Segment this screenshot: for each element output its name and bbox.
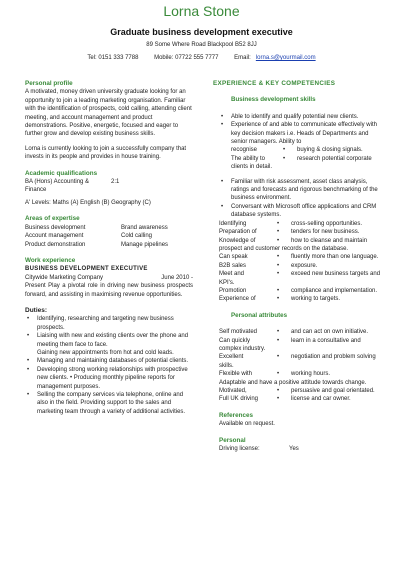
bullet-icon — [277, 253, 291, 261]
kv-key: Knowledge of — [219, 237, 256, 244]
kv-key: Promotion — [219, 287, 247, 294]
work-summary: Present Play a pivotal role in driving new business prospects forward, and assisting in maximising revenue opportunities. — [25, 283, 193, 298]
kv-key: Identifying — [219, 220, 247, 227]
contact-line — [0, 55, 403, 61]
subheading-bizdev: Business development skills — [231, 96, 316, 104]
list-item: • Developing strong working relationships with prospective new clients. • Producing monthly pipeline reports for management purposes. — [25, 366, 193, 391]
duty-text: Selling the company services via telephone, online and also in the field. — [37, 392, 184, 407]
bullet-icon — [277, 287, 291, 295]
kv-value: learn in a consultative and — [291, 337, 361, 344]
kv-value: compliance and implementation. — [291, 287, 378, 294]
bullet-icon — [277, 395, 291, 403]
bizdev-list-2 — [213, 178, 385, 220]
work-company-row — [25, 274, 193, 282]
references-section — [213, 412, 385, 454]
duty-plain: Gaining new appointments from hot and cold leads. — [37, 349, 174, 356]
list-item: • Familiar with risk assessment, asset class analysis, ratings and forecasts and rigorous benchmarking of the business environment. — [213, 178, 385, 203]
email-link[interactable]: lorna.s@yourmail.com — [255, 55, 316, 61]
bullet-icon — [277, 270, 291, 278]
mobile: Mobile: 07722 555 7777 — [154, 55, 219, 61]
expertise-item: Business development — [25, 224, 86, 231]
kv-continuation: complex industry. — [219, 345, 266, 352]
kv-key: Experience of — [219, 296, 256, 303]
kv-key: Can quickly — [219, 337, 251, 344]
driving-license-row — [219, 445, 385, 453]
list-item: • Conversant with Microsoft office applications and CRM database systems. — [213, 203, 385, 220]
bizdev-list — [213, 113, 385, 147]
kv-continuation: prospect and customer records on the database. — [219, 245, 349, 252]
duties-list-2 — [25, 357, 193, 416]
kv-key: Can speak — [219, 254, 248, 261]
work-company: Citywide Marketing Company — [25, 274, 104, 281]
left-column — [25, 80, 193, 416]
kv-key: B2B sales — [219, 262, 247, 269]
duties-list — [25, 315, 193, 349]
kv-value: cross-selling opportunities. — [291, 220, 363, 227]
bullet-icon — [277, 370, 291, 378]
skills-table — [213, 220, 385, 304]
a-levels: A' Levels: Maths (A) English (B) Geography (C) — [25, 199, 151, 206]
bullet-icon — [277, 228, 291, 236]
degree: BA (Hons) Accounting & Finance — [25, 179, 90, 194]
bizdev-kv — [213, 146, 385, 171]
list-item — [25, 391, 193, 416]
kv-key: Preparation of — [219, 229, 257, 236]
bullet-icon — [277, 295, 291, 303]
telephone: Tel: 0151 333 7788 — [87, 55, 139, 61]
list-item: • Managing and maintaining databases of potential clients. — [25, 357, 193, 365]
expertise-item: Account management — [25, 233, 84, 240]
list-item: • Liaising with new and existing clients over the phone and meeting them face to face. — [25, 332, 193, 349]
kv-key: Excellent — [219, 354, 244, 361]
expertise-item: Product demonstration — [25, 241, 86, 248]
references-text: Available on request. — [219, 421, 275, 428]
address: 89 Some Where Road Blackpool B52 8JJ — [146, 42, 257, 48]
kv-continuation: Adaptable and have a positive attitude towards change. — [219, 379, 367, 386]
driving-license-value: Yes — [289, 446, 299, 453]
kv-value: working to targets. — [291, 296, 341, 303]
kv-value: exposure. — [291, 262, 318, 269]
kv-value: research potential corporate — [297, 155, 372, 162]
bullet-icon — [277, 328, 291, 336]
degree-grade: 2:1 — [111, 179, 120, 186]
list-item: • Experience of and able to communicate effectively with key decision makers i.e. Heads of Departments and senior managers. Ability to — [213, 121, 385, 146]
kv-value: and can act on own initiative. — [291, 329, 369, 336]
list-item: • Able to identify and qualify potential new clients. — [213, 113, 385, 121]
kv-key: Flexible with — [219, 371, 253, 378]
driving-license-label: Driving license: — [219, 446, 260, 453]
kv-value: working hours. — [291, 371, 331, 378]
kv-continuation: KPI's. — [219, 279, 235, 286]
qualification-ba — [25, 178, 193, 195]
bullet-icon — [277, 262, 291, 270]
bullet-icon — [277, 387, 291, 395]
section-heading-references: References — [219, 411, 253, 419]
right-column — [213, 80, 385, 453]
kv-value: license and car owner. — [291, 396, 351, 403]
kv-value: fluently more than one language. — [291, 254, 379, 261]
kv-key: Meet and — [219, 271, 245, 278]
duty-text: Providing support to the sales and marketing team through a variety of additional activities. — [37, 400, 186, 415]
subheading-attributes: Personal attributes — [231, 311, 288, 319]
bullet-icon — [283, 155, 297, 163]
kv-key: recognise — [231, 147, 258, 154]
kv-value: tenders for new business. — [291, 229, 360, 236]
email-label: Email: — [234, 55, 251, 61]
expertise-item: Manage pipelines — [121, 241, 169, 248]
list-item: • Identifying, researching and targeting new business prospects. — [25, 315, 193, 332]
section-heading-work: Work experience — [25, 256, 76, 264]
profile-paragraph-2: Lorna is currently looking to join a successfully company that invests in its people and provides in house training. — [25, 145, 187, 161]
section-heading-qualifications: Academic qualifications — [25, 169, 98, 177]
duty-text: Producing monthly pipeline reports for management purposes. — [37, 375, 175, 390]
section-heading-personal: Personal — [219, 436, 246, 444]
kv-key: Motivated, — [219, 388, 247, 394]
job-title: Graduate business development executive — [110, 27, 293, 37]
kv-value: buying & closing signals. — [297, 147, 363, 154]
section-heading-expertise: Areas of expertise — [25, 215, 80, 223]
kv-key: The ability to — [231, 155, 266, 162]
kv-value: how to cleanse and maintain — [291, 237, 368, 244]
candidate-name: Lorna Stone — [163, 3, 240, 19]
kv-key: Self motivated — [219, 329, 258, 336]
expertise-grid — [25, 224, 193, 249]
expertise-item: Brand awareness — [121, 224, 168, 231]
kv-value: exceed new business targets and — [291, 271, 381, 278]
bullet-icon — [277, 237, 291, 245]
kv-value: persuasive and goal orientated. — [291, 388, 375, 394]
work-dates: June 2010 - — [161, 274, 193, 281]
kv-continuation: clients in detail. — [231, 164, 273, 171]
bullet-icon — [277, 353, 291, 361]
kv-continuation: skills. — [219, 362, 234, 369]
attributes-table — [213, 328, 385, 404]
section-heading-profile: Personal profile — [25, 80, 73, 87]
profile-paragraph-1: A motivated, money driven university graduate looking for an opportunity to join a leading marketing organisation. Familiar with the identification of prospects, cold calling, attending client meeting, and account management and product demonstrations. Positive, energetic, focused and eager to further grow and develop existing business skills. — [25, 89, 192, 138]
kv-key: Full UK driving — [219, 396, 259, 403]
bullet-icon — [283, 146, 297, 154]
bullet-icon — [277, 337, 291, 345]
section-heading-competencies: EXPERIENCE & KEY COMPETENCIES — [213, 80, 336, 87]
duty-text: Developing strong working relationships with prospective new clients. — [37, 366, 188, 382]
duties-heading: Duties: — [25, 306, 48, 314]
kv-value: negotiation and problem solving — [291, 354, 376, 361]
expertise-item: Cold calling — [121, 233, 153, 240]
work-job-title: BUSINESS DEVELOPMENT EXECUTIVE — [25, 266, 148, 273]
bullet-icon — [277, 220, 291, 228]
